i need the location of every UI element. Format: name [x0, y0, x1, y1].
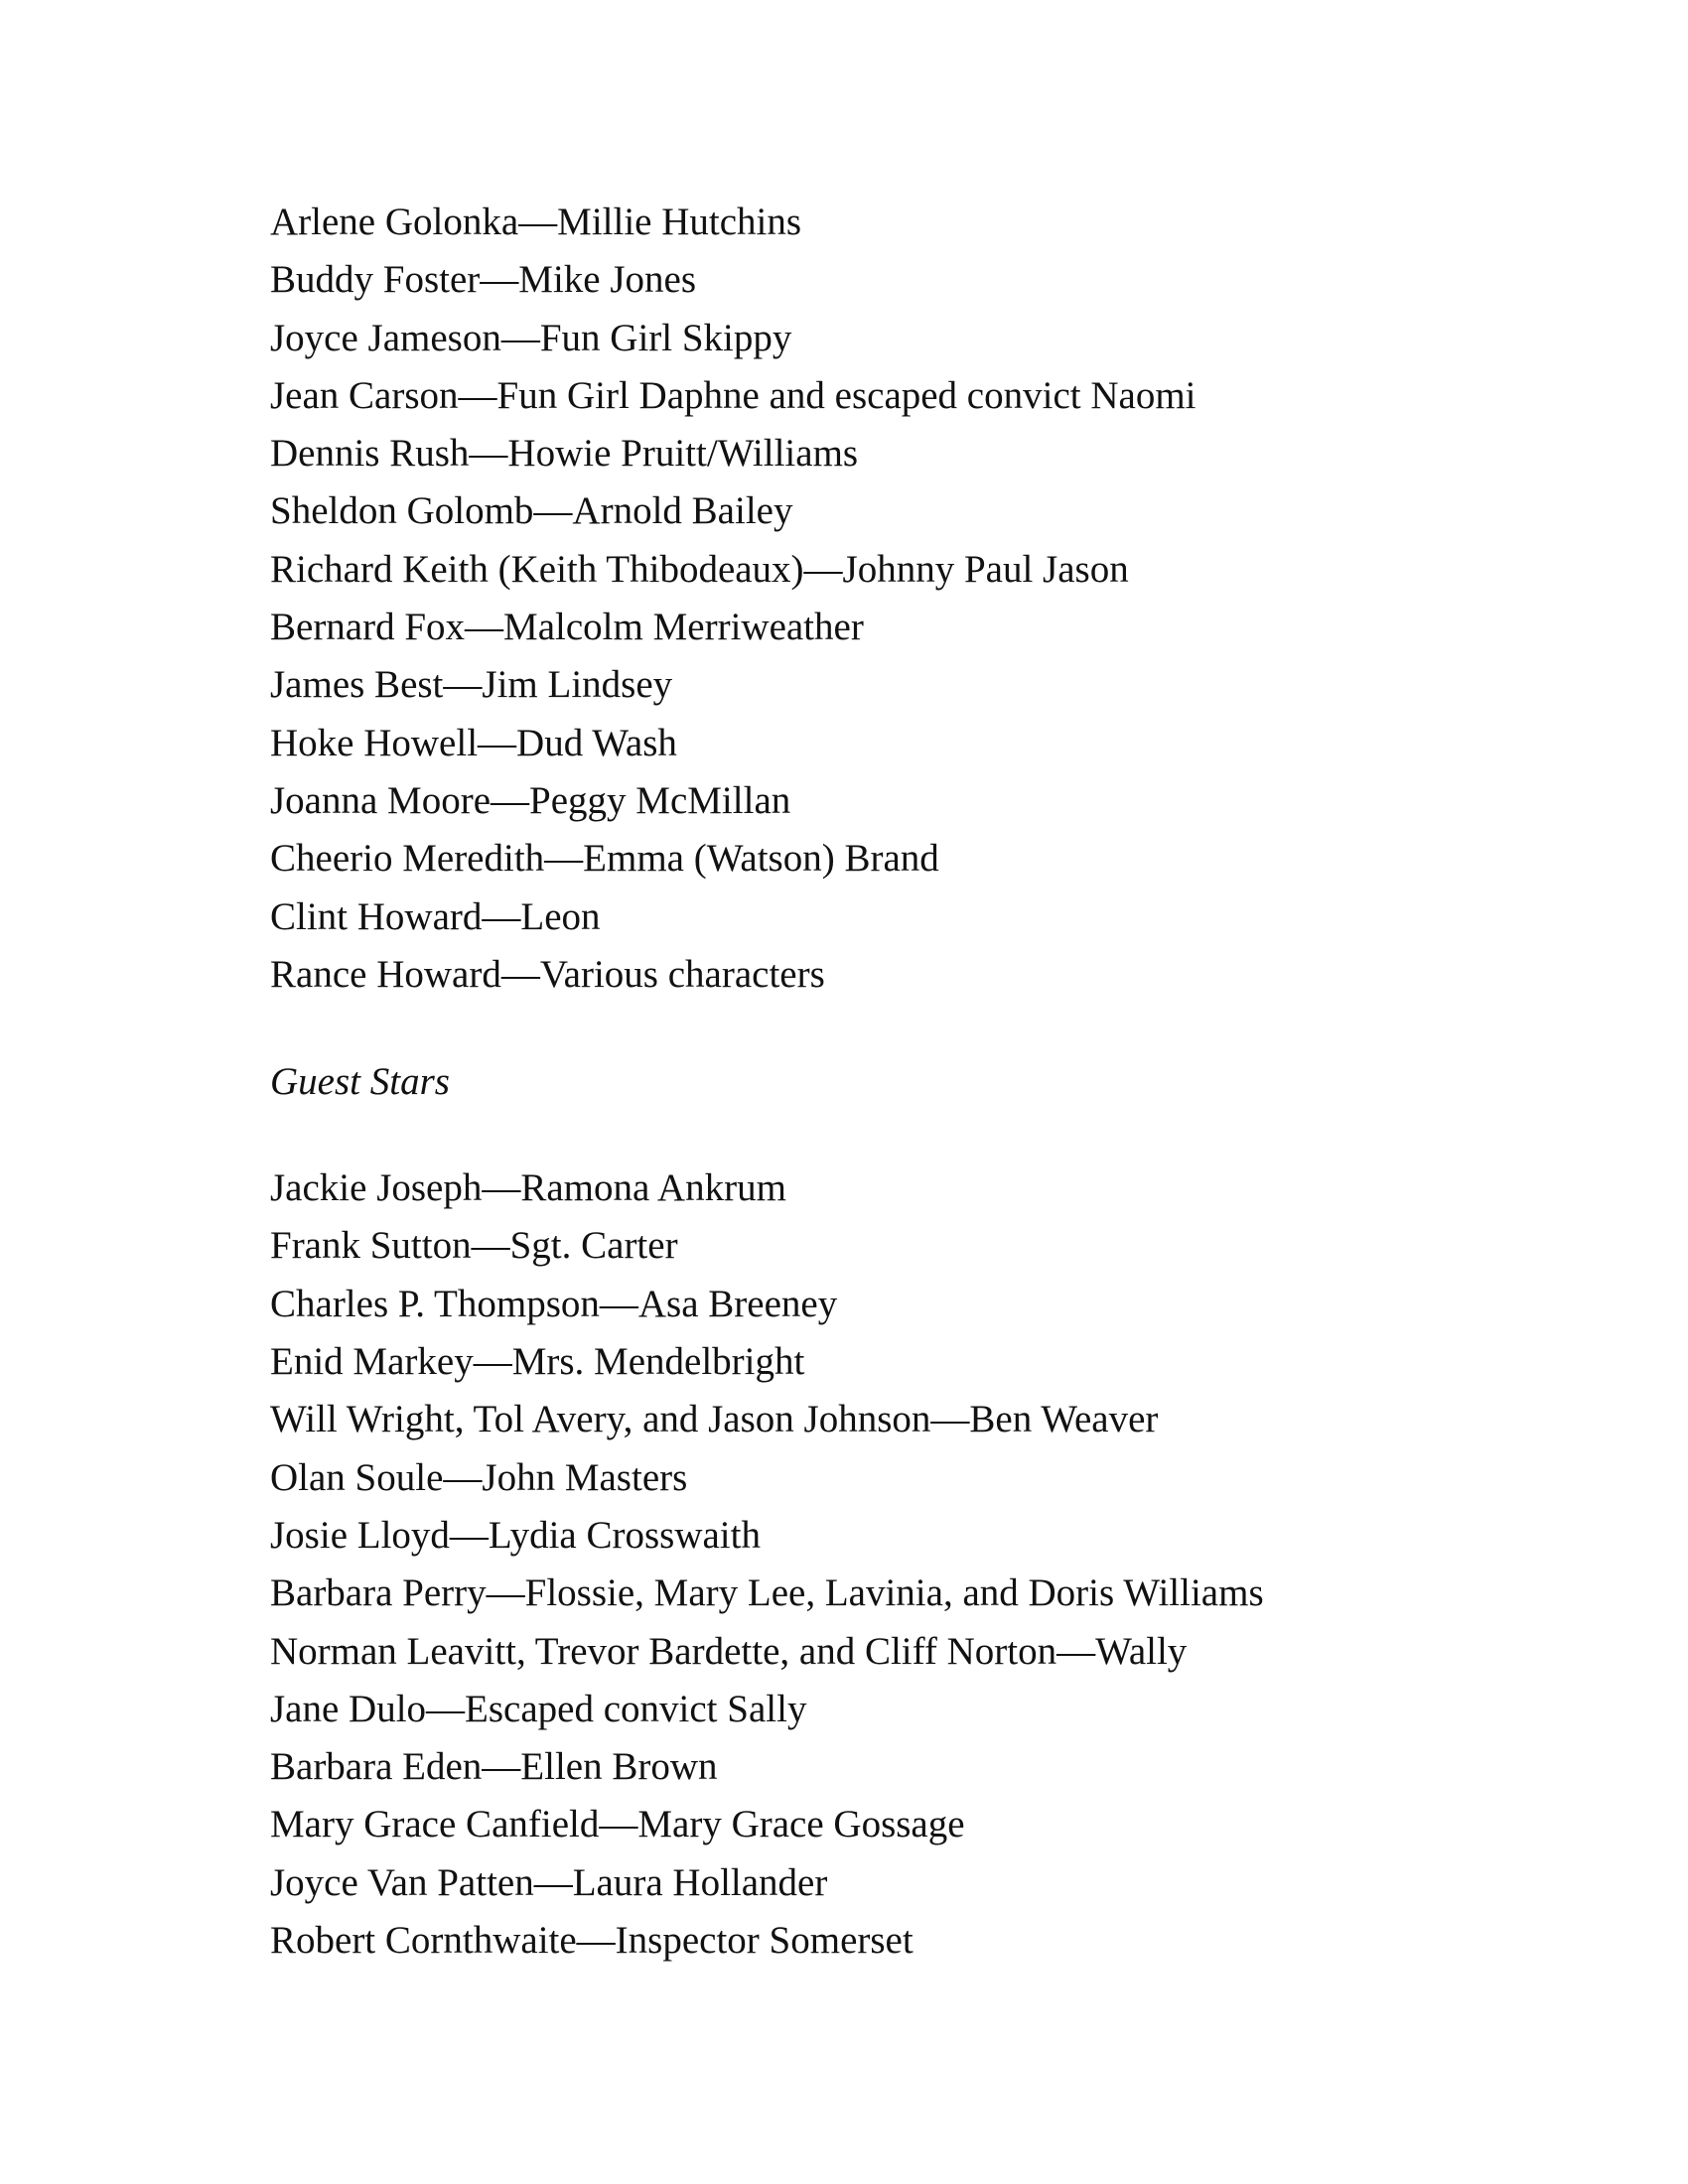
cast-entry: Sheldon Golomb—Arnold Bailey: [270, 489, 793, 533]
guest-star-entry: Robert Cornthwaite—Inspector Somerset: [270, 1919, 914, 1963]
cast-entry: Arlene Golonka—Millie Hutchins: [270, 201, 802, 243]
guest-stars-heading: Guest Stars: [270, 1060, 450, 1104]
guest-star-entry: Mary Grace Canfield—Mary Grace Gossage: [270, 1803, 965, 1846]
cast-entry: Rance Howard—Various characters: [270, 952, 825, 996]
cast-entry: Joanna Moore—Peggy McMillan: [270, 778, 791, 822]
cast-entry: Buddy Foster—Mike Jones: [270, 258, 696, 302]
guest-star-entry: Frank Sutton—Sgt. Carter: [270, 1224, 678, 1268]
cast-entry: Clint Howard—Leon: [270, 894, 601, 938]
guest-star-entry: Enid Markey—Mrs. Mendelbright: [270, 1340, 805, 1384]
cast-entry: Joyce Jameson—Fun Girl Skippy: [270, 316, 792, 359]
guest-star-entry: Jackie Joseph—Ramona Ankrum: [270, 1166, 786, 1210]
guest-star-entry: Olan Soule—John Masters: [270, 1455, 688, 1499]
cast-entry: Hoke Howell—Dud Wash: [270, 721, 677, 764]
guest-star-entry: Joyce Van Patten—Laura Hollander: [270, 1860, 828, 1904]
guest-stars-list: [270, 1160, 1422, 1970]
cast-entry: Richard Keith (Keith Thibodeaux)—Johnny Paul Jason: [270, 547, 1129, 591]
document-page: [270, 194, 1422, 1970]
guest-star-entry: Josie Lloyd—Lydia Crosswaith: [270, 1513, 761, 1557]
guest-star-entry: Jane Dulo—Escaped convict Sally: [270, 1687, 807, 1730]
cast-entry: Cheerio Meredith—Emma (Watson) Brand: [270, 837, 939, 881]
guest-star-entry: Barbara Perry—Flossie, Mary Lee, Lavinia, and Doris Williams: [270, 1571, 1264, 1615]
cast-entry: Bernard Fox—Malcolm Merriweather: [270, 606, 864, 649]
cast-list: [270, 194, 1422, 1004]
cast-entry: Dennis Rush—Howie Pruitt/Williams: [270, 432, 859, 476]
cast-entry: James Best—Jim Lindsey: [270, 663, 673, 707]
guest-star-entry: Will Wright, Tol Avery, and Jason Johnson—Ben Weaver: [270, 1398, 1159, 1441]
guest-star-entry: Charles P. Thompson—Asa Breeney: [270, 1282, 838, 1325]
guest-star-entry: Barbara Eden—Ellen Brown: [270, 1745, 718, 1789]
cast-entry: Jean Carson—Fun Girl Daphne and escaped convict Naomi: [270, 373, 1196, 417]
guest-star-entry: Norman Leavitt, Trevor Bardette, and Cliff Norton—Wally: [270, 1629, 1188, 1673]
